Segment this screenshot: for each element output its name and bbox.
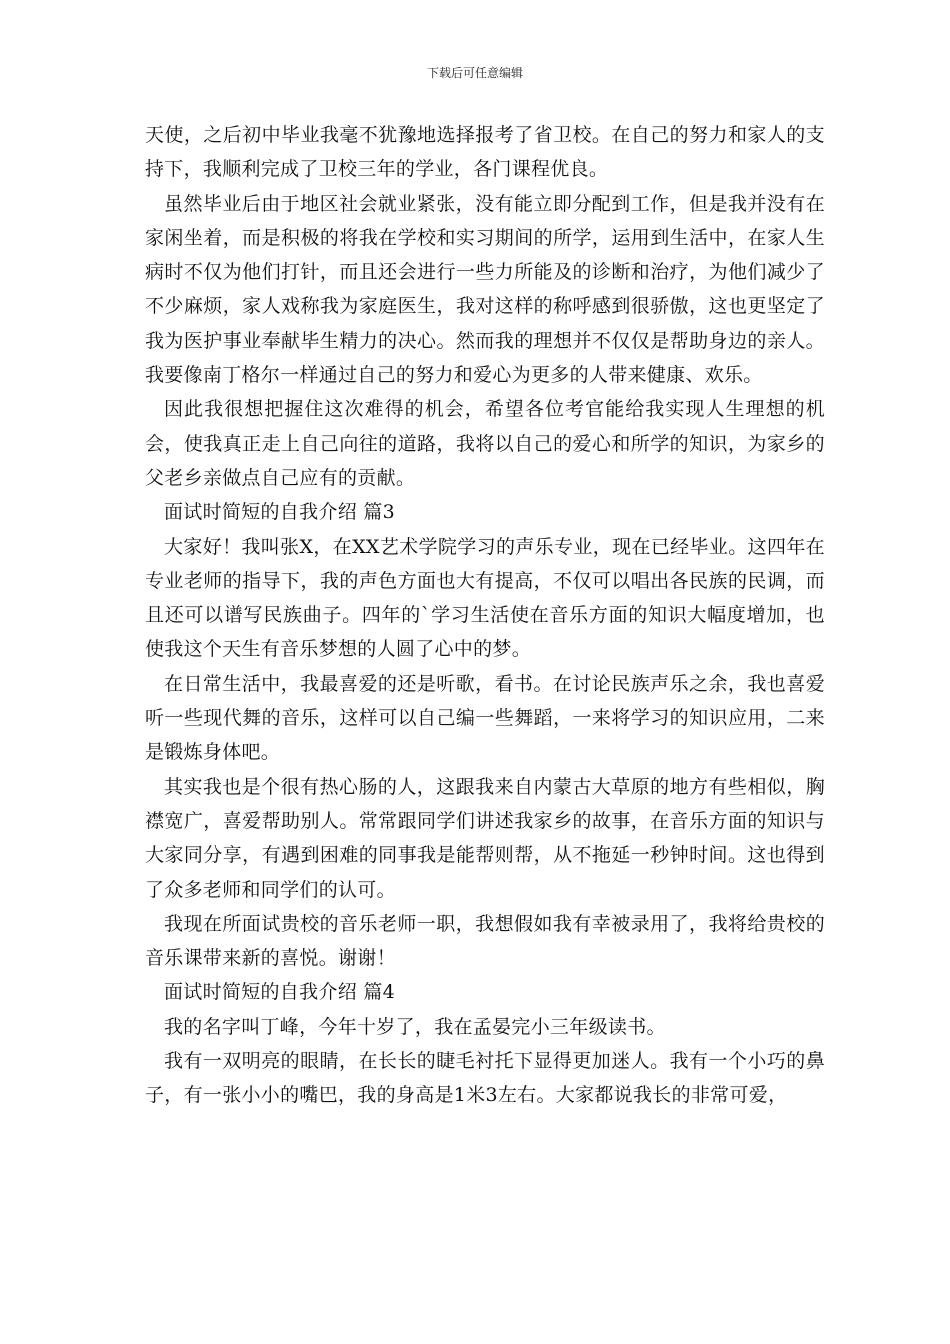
section-heading-3: 面试时简短的自我介绍 篇3 <box>164 501 396 524</box>
paragraph: 我的名字叫丁峰，今年十岁了，我在孟晏完小三年级读书。 <box>164 1015 666 1038</box>
paragraph-continuation: 天使，之后初中毕业我毫不犹豫地选择报考了省卫校。在自己的努力和家人的支持下，我顺利完成了卫校三年的学业，各门课程优良。 <box>145 124 825 181</box>
section-heading-4: 面试时简短的自我介绍 篇4 <box>164 981 396 1004</box>
paragraph: 在日常生活中，我最喜爱的还是听歌，看书。在讨论民族声乐之余，我也喜爱听一些现代舞的音乐，这样可以自己编一些舞蹈，一来将学习的知识应用，二来是锻炼身体吧。 <box>145 672 825 764</box>
document-body <box>145 118 825 1113</box>
paragraph: 我有一双明亮的眼睛，在长长的睫毛衬托下显得更加迷人。我有一个小巧的鼻子，有一张小小的嘴巴，我的身高是1米3左右。大家都说我长的非常可爱， <box>145 1050 825 1107</box>
paragraph: 因此我很想把握住这次难得的机会，希望各位考官能给我实现人生理想的机会，使我真正走上自己向往的道路，我将以自己的爱心和所学的知识，为家乡的父老乡亲做点自己应有的贡献。 <box>145 398 825 489</box>
paragraph: 我现在所面试贵校的音乐老师一职，我想假如我有幸被录用了，我将给贵校的音乐课带来新的喜悦。谢谢！ <box>145 912 825 970</box>
paragraph: 其实我也是个很有热心肠的人，这跟我来自内蒙古大草原的地方有些相似，胸襟宽广，喜爱帮助别人。常常跟同学们讲述我家乡的故事，在音乐方面的知识与大家同分享，有遇到困难的同事我是能帮则帮，从不拖延一秒钟时间。这也得到了众多老师和同学们的认可。 <box>145 775 825 901</box>
page-header: 下载后可任意编辑 <box>426 66 523 80</box>
paragraph: 虽然毕业后由于地区社会就业紧张，没有能立即分配到工作，但是我并没有在家闲坐着，而是积极的将我在学校和实习期间的所学，运用到生活中，在家人生病时不仅为他们打针，而且还会进行一些力所能及的诊断和治疗，为他们减少了不少麻烦，家人戏称我为家庭医生，我对这样的称呼感到很骄傲，这也更坚定了我为医护事业奉献毕生精力的决心。然而我的理想并不仅仅是帮助身边的亲人。我要像南丁格尔一样通过自己的努力和爱心为更多的人带来健康、欢乐。 <box>145 192 825 387</box>
paragraph: 大家好！我叫张X，在XX艺术学院学习的声乐专业，现在已经毕业。这四年在专业老师的指导下，我的声色方面也大有提高，不仅可以唱出各民族的民调，而且还可以谱写民族曲子。四年的`学习生活使在音乐方面的知识大幅度增加，也使我这个天生有音乐梦想的人圆了心中的梦。 <box>145 535 825 661</box>
